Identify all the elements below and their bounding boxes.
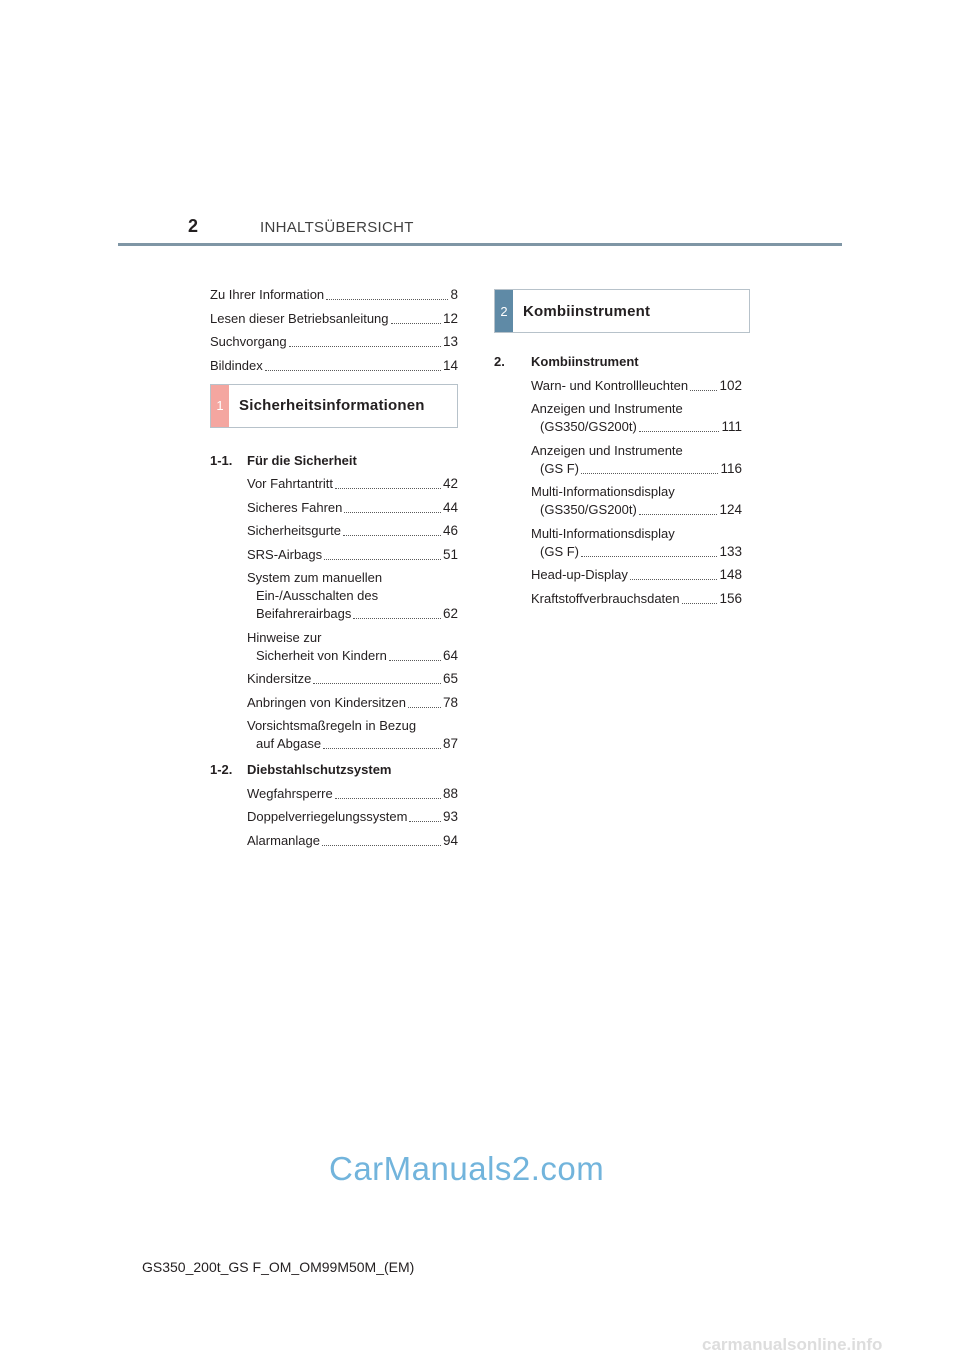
leader-dots [581,556,717,557]
toc-entry-page: 12 [442,310,458,326]
section-entries [494,377,742,608]
toc-left-column [210,286,458,855]
toc-entry-title: Alarmanlage [247,832,320,848]
toc-entry[interactable] [210,286,458,304]
toc-entry-title: Multi-Informationsdisplay [531,484,675,499]
leader-dots [581,473,718,474]
toc-entry-page: 78 [442,694,458,710]
leader-dots [682,603,718,604]
header-rule [118,243,842,246]
toc-entry-page: 116 [720,460,742,476]
leader-dots [326,299,448,300]
toc-entry-title-cont: (GS F) [540,460,579,476]
leader-dots [265,370,441,371]
leader-dots [630,579,718,580]
chapter2-title: Kombiinstrument [523,302,651,320]
leader-dots [389,660,441,661]
leader-dots [322,845,441,846]
leader-dots [690,390,717,391]
toc-entry-title: Lesen dieser Betriebsanleitung [210,310,389,326]
toc-entry-title: Kindersitze [247,671,312,686]
footer-document-code: GS350_200t_GS F_OM_OM99M50M_(EM) [142,1259,415,1275]
toc-entry[interactable] [210,357,458,375]
leader-dots [408,707,441,708]
toc-entry-page: 65 [442,671,458,686]
page-header [118,214,842,248]
toc-entry[interactable] [247,670,458,688]
toc-entry-multiline[interactable] [531,442,742,478]
toc-entry-title: Anzeigen und Instrumente [531,442,683,458]
section-heading[interactable] [210,761,458,779]
chapter2-box[interactable] [494,289,750,333]
toc-entry-title-cont: (GS350/GS200t) [540,419,637,434]
leader-dots [391,323,441,324]
toc-entry-multiline[interactable] [531,483,742,519]
toc-entry-page: 156 [719,590,742,606]
chapter-heading: INHALTSÜBERSICHT [260,219,414,236]
toc-entry-page: 111 [721,419,742,434]
toc-entry-title: SRS-Airbags [247,546,323,562]
toc-entry-title-cont: Sicherheit von Kindern [256,647,387,663]
leader-dots [289,346,441,347]
toc-entry[interactable] [247,475,458,493]
toc-entry-page: 14 [442,357,458,373]
leader-dots [343,535,441,536]
page-number: 2 [188,216,199,236]
toc-entry-page: 51 [442,546,458,562]
toc-entry-title: Anbringen von Kindersitzen [247,694,406,710]
toc-entry[interactable] [531,590,742,608]
leader-dots [353,618,441,619]
toc-entry-page: 124 [719,502,742,517]
chapter2-tab: 2 [495,290,513,332]
toc-entry-title: Vorsichtsmaßregeln in Bezug [247,718,417,733]
toc-entry-title: Sicherheitsgurte [247,523,341,538]
section-heading[interactable] [494,353,742,371]
toc-entry-title-cont: auf Abgase [256,736,322,751]
section-number: 2. [494,354,505,369]
toc-entry-page: 94 [442,832,458,848]
toc-entry[interactable] [247,808,458,826]
toc-entry-title: Multi-Informationsdisplay [531,525,675,541]
section-title: Diebstahlschutzsystem [247,762,392,777]
chapter1-box[interactable] [210,384,458,428]
section-entries [210,475,458,753]
leader-dots [409,821,441,822]
chapter1-title: Sicherheitsinformationen [239,397,425,414]
toc-entry-title: Hinweise zur [247,629,322,645]
toc-entry-multiline[interactable] [247,569,458,623]
toc-right-column [494,289,742,613]
toc-entry-page: 102 [719,377,742,393]
toc-entry-multiline[interactable] [531,400,742,436]
toc-entry-page: 13 [442,334,458,349]
leader-dots [324,559,441,560]
toc-entry[interactable] [247,785,458,803]
toc-entry-multiline[interactable] [247,717,458,753]
site-watermark: carmanualsonline.info [702,1335,883,1354]
toc-entry-title: Suchvorgang [210,334,287,349]
toc-entry[interactable] [247,832,458,850]
toc-entry[interactable] [247,694,458,712]
chapter1-tab: 1 [211,385,229,427]
toc-entry[interactable] [210,310,458,328]
toc-entry-title: Doppelverriegelungssystem [247,809,408,824]
toc-entry-page: 148 [719,567,742,582]
toc-entry[interactable] [531,566,742,584]
toc-entry-title: Warn- und Kontrollleuchten [531,377,689,393]
toc-entry-title: Vor Fahrtantritt [247,476,333,491]
watermark-text: CarManuals2.com [329,1150,605,1187]
leader-dots [639,514,718,515]
toc-entry-page: 87 [442,736,458,751]
toc-entry-title-cont: Ein-/Ausschalten des [256,588,379,603]
toc-entry-title: Sicheres Fahren [247,499,343,515]
toc-entry-title: Zu Ihrer Information [210,287,325,302]
leader-dots [639,431,720,432]
leader-dots [313,683,441,684]
leader-dots [344,512,441,513]
toc-entry-page: 93 [442,809,458,824]
toc-entry-page: 44 [442,499,458,515]
toc-entry[interactable] [247,499,458,517]
toc-entry[interactable] [210,333,458,351]
toc-entry-multiline[interactable] [531,525,742,561]
leader-dots [335,488,441,489]
section-heading[interactable] [210,452,458,470]
section-number: 1-1. [210,452,233,468]
toc-entry-title: Anzeigen und Instrumente [531,401,683,416]
toc-entry-title: Head-up-Display [531,567,628,582]
toc-entry-multiline[interactable] [247,629,458,665]
toc-entry-page: 133 [719,543,742,559]
toc-entry-title: Wegfahrsperre [247,785,333,801]
toc-entry-page: 46 [442,523,458,538]
toc-entry[interactable] [531,377,742,395]
section-entries [210,785,458,850]
toc-entry[interactable] [247,546,458,564]
toc-entry-title: Kraftstoffverbrauchsdaten [531,590,680,606]
toc-entry[interactable] [247,522,458,540]
toc-entry-title-cont: Beifahrerairbags [256,606,352,621]
toc-entry-title: Bildindex [210,357,263,373]
leader-dots [335,798,441,799]
toc-entry-page: 62 [442,606,458,621]
toc-entry-page: 88 [442,785,458,801]
toc-entry-page: 64 [442,647,458,663]
toc-entry-title-cont: (GS350/GS200t) [540,502,637,517]
section-title: Kombiinstrument [531,354,639,369]
toc-entry-page: 42 [442,476,458,491]
toc-entry-title: System zum manuellen [247,570,383,585]
section-number: 1-2. [210,762,233,777]
toc-entry-page: 8 [450,287,458,302]
leader-dots [323,748,441,749]
section-title: Für die Sicherheit [247,452,357,468]
toc-entry-title-cont: (GS F) [540,543,579,559]
